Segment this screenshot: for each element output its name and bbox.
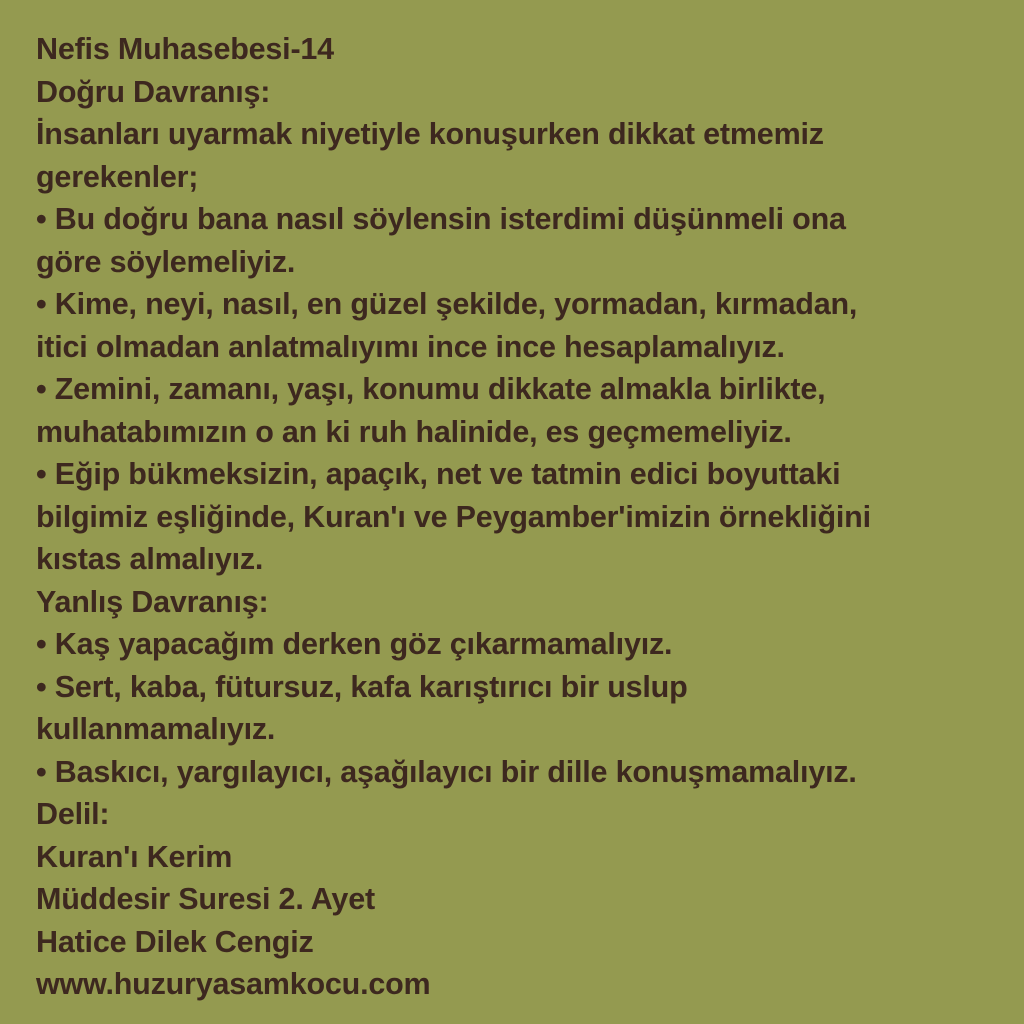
wrong-behavior-heading: Yanlış Davranış: xyxy=(36,584,269,619)
right-item-4-line-3: kıstas almalıyız. xyxy=(36,542,264,576)
right-item-3-line-1: • Zemini, zamanı, yaşı, konumu dikkate almakla birlikte, xyxy=(36,372,826,406)
right-behavior-heading: Doğru Davranış: xyxy=(36,74,271,109)
right-item-3-line-2: muhatabımızın o an ki ruh halinide, es geçmemeliyiz. xyxy=(36,414,792,449)
right-item-4-line-2: bilgimiz eşliğinde, Kuran'ı ve Peygamber'imizin örnekliğini xyxy=(36,499,871,534)
right-intro-line-2: gerekenler; xyxy=(36,159,199,194)
right-item-2-line-1: • Kime, neyi, nasıl, en güzel şekilde, yormadan, kırmadan, xyxy=(36,287,858,321)
wrong-item-2-line-2: kullanmamalıyız. xyxy=(36,712,276,746)
evidence-verse: Müddesir Suresi 2. Ayet xyxy=(36,882,375,916)
right-item-4-line-1: • Eğip bükmeksizin, apaçık, net ve tatmin edici boyuttaki xyxy=(36,457,841,491)
right-item-2-line-2: itici olmadan anlatmalıyımı ince ince hesaplamalıyız. xyxy=(36,329,785,364)
evidence-source: Kuran'ı Kerim xyxy=(36,839,233,874)
website-url: www.huzuryasamkocu.com xyxy=(36,967,431,1001)
right-item-1-line-2: göre söylemeliyiz. xyxy=(36,244,296,279)
right-intro-line-1: İnsanları uyarmak niyetiyle konuşurken dikkat etmemiz xyxy=(36,117,824,151)
author-name: Hatice Dilek Cengiz xyxy=(36,924,314,959)
document-text xyxy=(36,28,996,1006)
wrong-item-2-line-1: • Sert, kaba, fütursuz, kafa karıştırıcı bir uslup xyxy=(36,669,688,704)
right-item-1-line-1: • Bu doğru bana nasıl söylensin isterdimi düşünmeli ona xyxy=(36,202,846,236)
evidence-heading: Delil: xyxy=(36,797,110,831)
wrong-item-3-line-1: • Baskıcı, yargılayıcı, aşağılayıcı bir dille konuşmamalıyız. xyxy=(36,754,857,789)
wrong-item-1-line-1: • Kaş yapacağım derken göz çıkarmamalıyız. xyxy=(36,627,673,661)
document-title: Nefis Muhasebesi-14 xyxy=(36,32,334,66)
